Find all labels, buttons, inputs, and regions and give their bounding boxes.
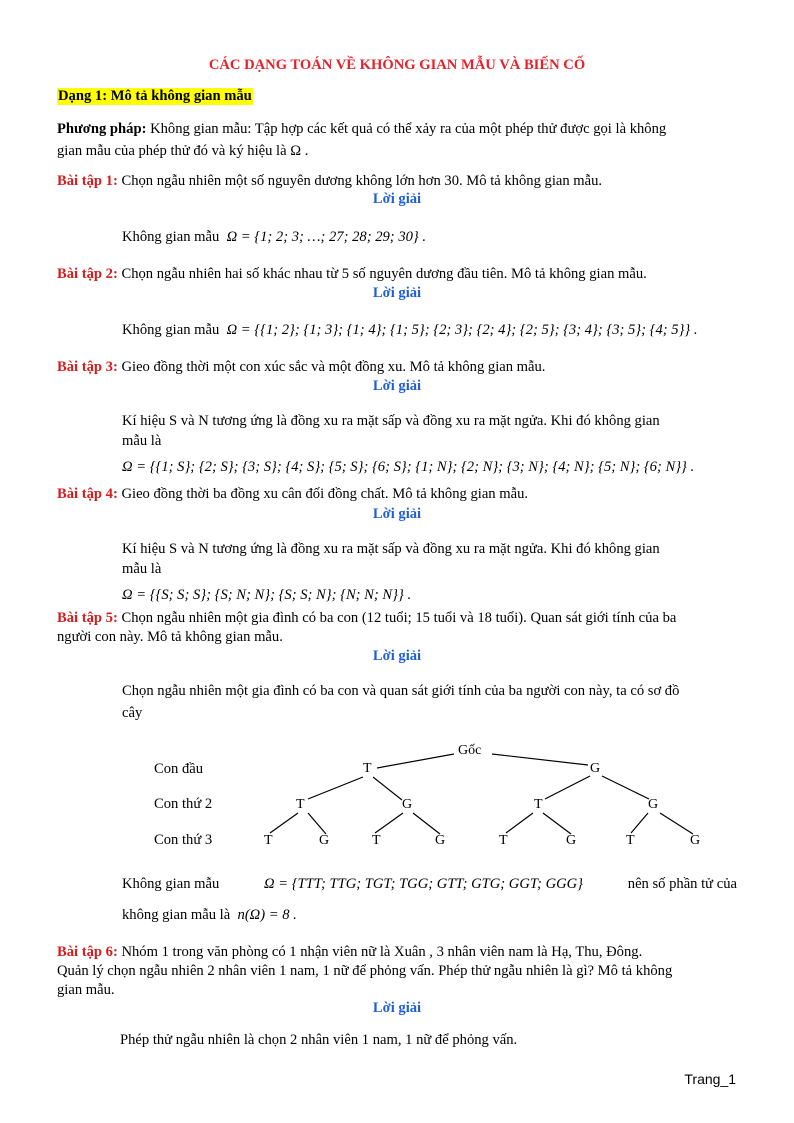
page-title: CÁC DẠNG TOÁN VỀ KHÔNG GIAN MẪU VÀ BIẾN CỐ <box>208 57 586 73</box>
edge-t-t <box>308 777 363 799</box>
exercise-5-text-line2: người con này. Mô tả không gian mẫu. <box>57 629 283 645</box>
answer-3-line1: Kí hiệu S và N tương ứng là đồng xu ra mặt sấp và đồng xu ra mặt ngửa. Khi đó không gian <box>122 413 660 429</box>
section-heading: Dạng 1: Mô tả không gian mẫu <box>58 88 252 104</box>
exercise-6-label: Bài tập 6: <box>57 944 118 960</box>
answer-5-conclusion-line1 <box>122 874 737 894</box>
answer-2-prefix: Không gian mẫu <box>122 322 220 338</box>
tree-l3-8: G <box>690 833 701 848</box>
answer-4-math: Ω = {{S; S; S}; {S; N; N}; {S; S; N}; {N; N; N}} . <box>122 587 412 603</box>
edge-tg-g <box>413 813 440 834</box>
exercise-5-text-line1: Chọn ngẫu nhiên một gia đình có ba con (12 tuổi; 15 tuổi và 18 tuổi). Quan sát giới tính của ba <box>121 610 677 626</box>
edge-gt-t <box>506 813 533 833</box>
edge-root-t <box>377 754 454 768</box>
edge-root-g <box>492 754 588 765</box>
answer-1-math: Ω = {1; 2; 3; …; 27; 28; 29; 30} . <box>226 229 427 245</box>
tree-l3-3: T <box>372 833 381 848</box>
exercise-6-text-line2: Quản lý chọn ngẫu nhiên 2 nhân viên 1 nam, 1 nữ để phỏng vấn. Phép thử ngẫu nhiên là gì? Mô tả không <box>57 963 673 979</box>
solution-heading-4: Lời giải <box>372 506 422 522</box>
edge-g-g <box>602 776 649 799</box>
answer-5-conclusion-line2 <box>122 905 737 925</box>
edge-tt-g <box>308 813 326 834</box>
exercise-1-text: Chọn ngẫu nhiên một số nguyên dương không lớn hơn 30. Mô tả không gian mẫu. <box>121 173 603 189</box>
tree-l3-7: T <box>626 833 635 848</box>
tree-row-label-3: Con thứ 3 <box>154 832 213 848</box>
exercise-6 <box>57 943 737 1000</box>
edge-gg-g <box>660 813 693 834</box>
exercise-2-label: Bài tập 2: <box>57 266 118 282</box>
conclusion-math: Ω = {TTT; TTG; TGT; TGG; GTT; GTG; GGT; GGG} <box>264 876 584 892</box>
page-footer: Trang_1 <box>684 1071 736 1087</box>
tree-l2-4: G <box>648 797 659 812</box>
method-line2: gian mẫu của phép thử đó và ký hiệu là Ω . <box>57 143 309 159</box>
conclusion-count-math: n(Ω) = 8 . <box>237 907 297 923</box>
tree-l2-1: T <box>296 797 305 812</box>
answer-4-line1: Kí hiệu S và N tương ứng là đồng xu ra mặt sấp và đồng xu ra mặt ngửa. Khi đó không gian <box>122 541 660 557</box>
tree-l3-1: T <box>264 833 273 848</box>
edge-g-t <box>545 776 590 799</box>
tree-row-label-1: Con đầu <box>154 761 204 777</box>
solution-heading-6: Lời giải <box>372 1000 422 1016</box>
tree-root: Gốc <box>458 743 482 758</box>
edge-tg-t <box>375 813 403 833</box>
answer-4-line2: mẫu là <box>122 561 162 577</box>
tree-l3-6: G <box>566 833 577 848</box>
solution-heading-1: Lời giải <box>372 191 422 207</box>
tree-l3-2: G <box>319 833 330 848</box>
exercise-3-text: Gieo đồng thời một con xúc sắc và một đồng xu. Mô tả không gian mẫu. <box>121 359 546 375</box>
tree-l3-4: G <box>435 833 446 848</box>
conclusion-count-prefix: không gian mẫu là <box>122 907 231 923</box>
edge-gt-g <box>543 813 571 834</box>
conclusion-suffix: nên số phần tử của <box>627 876 737 892</box>
exercise-1-label: Bài tập 1: <box>57 173 118 189</box>
solution-heading-5: Lời giải <box>372 648 422 664</box>
exercise-5-label: Bài tập 5: <box>57 610 118 626</box>
exercise-6-text-line3: gian mẫu. <box>57 982 115 998</box>
answer-5-line2: cây <box>122 705 143 721</box>
answer-3-math: Ω = {{1; S}; {2; S}; {3; S}; {4; S}; {5; S}; {6; S}; {1; N}; {2; N}; {3; N}; {4; N}; {5; N}; {6; N}} . <box>122 459 695 475</box>
answer-2-math: Ω = {{1; 2}; {1; 3}; {1; 4}; {1; 5}; {2; 3}; {2; 4}; {2; 5}; {3; 4}; {3; 5}; {4; 5}} . <box>226 322 698 338</box>
exercise-4-label: Bài tập 4: <box>57 486 118 502</box>
exercise-2-text: Chọn ngẫu nhiên hai số khác nhau từ 5 số nguyên dương đầu tiên. Mô tả không gian mẫu. <box>121 266 647 282</box>
edge-tt-t <box>270 813 298 833</box>
tree-l3-5: T <box>499 833 508 848</box>
edge-gg-t <box>631 813 648 833</box>
tree-l2-2: G <box>402 797 413 812</box>
solution-heading-2: Lời giải <box>372 285 422 301</box>
answer-3-line2: mẫu là <box>122 433 162 449</box>
answer-5-line1: Chọn ngẫu nhiên một gia đình có ba con và quan sát giới tính của ba người con này, ta có sơ đồ <box>122 683 680 699</box>
solution-heading-3: Lời giải <box>372 378 422 394</box>
exercise-3-label: Bài tập 3: <box>57 359 118 375</box>
tree-row-label-2: Con thứ 2 <box>154 796 213 812</box>
method-label: Phương pháp: <box>57 121 147 137</box>
tree-l2-3: T <box>534 797 543 812</box>
tree-l1-g: G <box>590 761 601 776</box>
exercise-4-text: Gieo đồng thời ba đồng xu cân đối đồng chất. Mô tả không gian mẫu. <box>121 486 529 502</box>
tree-l1-t: T <box>363 761 372 776</box>
exercise-6-text-line1: Nhóm 1 trong văn phòng có 1 nhận viên nữ là Xuân , 3 nhân viên nam là Hạ, Thu, Đông. <box>121 944 643 960</box>
answer-6: Phép thử ngẫu nhiên là chọn 2 nhân viên 1 nam, 1 nữ để phỏng vấn. <box>120 1032 518 1048</box>
edge-t-g <box>373 777 402 800</box>
answer-1-prefix: Không gian mẫu <box>122 229 220 245</box>
method-line1: Không gian mẫu: Tập hợp các kết quả có thể xảy ra của một phép thử được gọi là không <box>150 121 667 137</box>
conclusion-prefix: Không gian mẫu <box>122 876 220 892</box>
